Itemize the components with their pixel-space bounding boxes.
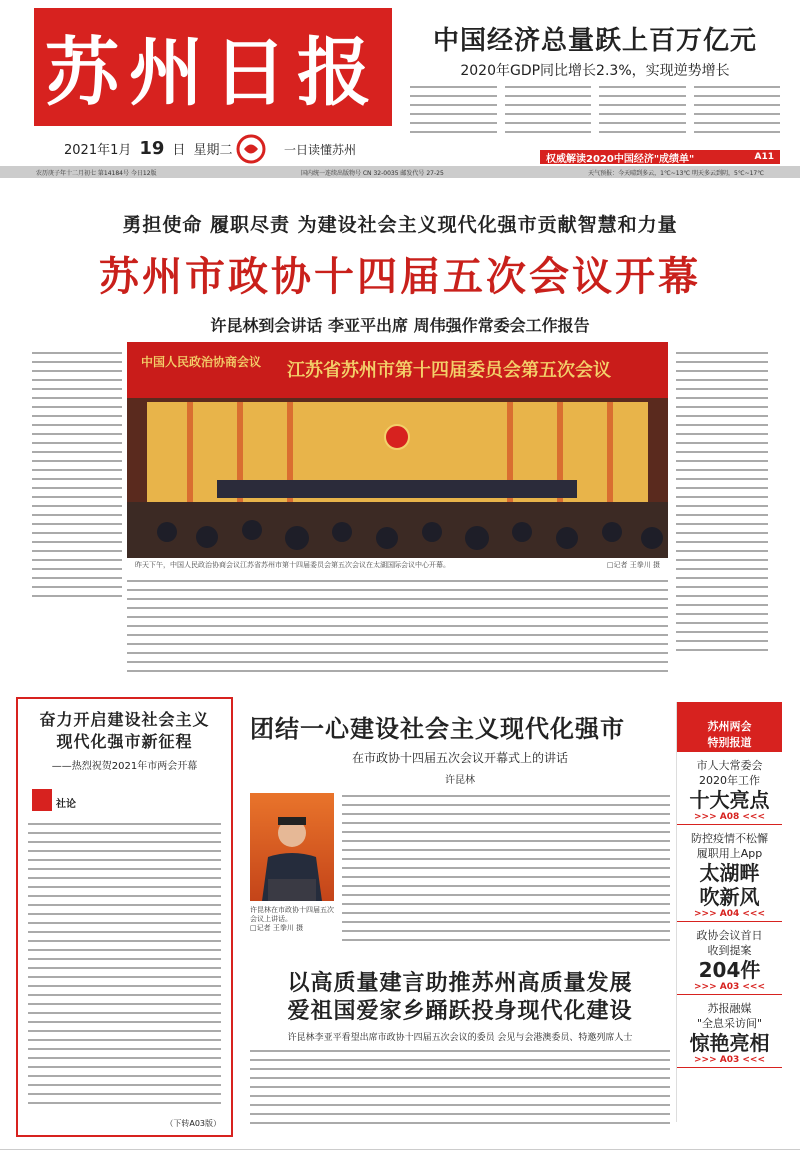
article-column-right <box>676 352 768 672</box>
photo-caption <box>135 560 660 570</box>
editorial-title-line1: 奋力开启建设社会主义 <box>39 710 210 729</box>
top-headline[interactable]: 中国经济总量跃上百万亿元 <box>432 26 757 56</box>
banner-left-text: 中国人民政治协商会议 <box>141 355 262 369</box>
info-mid: 国内统一连续出版物号 CN 32-0035 邮发代号 27-25 <box>300 169 444 177</box>
date-month: 2021年1月 <box>64 143 132 158</box>
sidebar-header-line1: 苏州两会 <box>707 720 752 733</box>
speech-body <box>342 795 670 955</box>
sidebar-item-summary: 苏报融媒 "全息采访间" <box>696 1002 763 1030</box>
editorial-subtitle: ——热烈祝贺2021年市两会开幕 <box>51 761 198 772</box>
top-story-columns <box>410 86 780 146</box>
article-column-left <box>32 352 122 612</box>
story3-headline-line2: 爱祖国爱家乡踊跃投身现代化建设 <box>287 999 633 1024</box>
conference-photo[interactable] <box>127 342 668 558</box>
info-right: 天气预报：今天晴到多云，1℃~13℃ 明天多云到阴，5℃~17℃ <box>588 169 764 177</box>
top-subheadline: 2020年GDP同比增长2.3%，实现逆势增长 <box>460 63 730 79</box>
story3-body <box>250 1050 670 1140</box>
main-deck: 许昆林到会讲话 李亚平出席 周伟强作常委会工作报告 <box>210 316 590 335</box>
special-report-page: A11 <box>754 152 774 162</box>
speaker-portrait[interactable] <box>250 793 334 901</box>
portrait-caption-text: 许昆林在市政协十四届五次会议上讲话。 <box>250 906 334 923</box>
logo-text: 苏州日报 <box>45 30 381 116</box>
special-report-label: 权威解读2020中国经济"成绩单" <box>546 153 695 165</box>
sidebar-item-page-link[interactable]: >>> A03 <<< <box>677 1055 782 1068</box>
date-line <box>64 138 232 159</box>
weekday: 星期二 <box>193 143 233 158</box>
sidebar-item[interactable] <box>677 1001 782 1068</box>
special-report-sidebar <box>676 702 782 1122</box>
masthead <box>20 8 780 168</box>
speech-headline[interactable]: 团结一心建设社会主义现代化强市 <box>250 715 625 743</box>
date-day: 19 <box>139 138 165 159</box>
speaker-illustration <box>250 793 334 901</box>
speech-author: 许昆林 <box>445 775 475 786</box>
portrait-credit: □记者 王拳川 摄 <box>250 924 304 932</box>
editorial-label: 社论 <box>56 799 76 810</box>
article-body-lower <box>127 580 668 680</box>
story3-subheadline: 许昆林李亚平看望出席市政协十四届五次会议的委员 会见与会港澳委员、特邀列席人士 <box>287 1033 633 1043</box>
sidebar-item[interactable] <box>677 758 782 825</box>
sidebar-item-summary: 市人大常委会 2020年工作 <box>696 759 763 787</box>
editorial-continued: （下转A03版） <box>165 1119 221 1128</box>
newspaper-logo[interactable] <box>34 8 392 126</box>
editorial-body <box>28 823 221 1113</box>
sidebar-item-summary: 政协会议首日 收到提案 <box>696 929 763 957</box>
photo-caption-text: 昨天下午，中国人民政治协商会议江苏省苏州市第十四届委员会第五次会议在太湖国际会议中心开幕。 <box>135 561 450 569</box>
photo-credit: □记者 王拳川 摄 <box>606 561 660 569</box>
emblem-icon <box>236 134 266 164</box>
sidebar-item-page-link[interactable]: >>> A08 <<< <box>677 812 782 825</box>
sidebar-item-summary: 防控疫情不松懈 履职用上App <box>691 832 768 860</box>
footer-bar <box>0 1149 800 1161</box>
conference-illustration <box>127 342 668 558</box>
story3-headline[interactable] <box>250 970 670 1026</box>
date-suffix: 日 <box>172 143 186 158</box>
sidebar-header-line2: 特别报道 <box>707 736 752 749</box>
sidebar-item[interactable] <box>677 928 782 995</box>
sidebar-item-headline: 十大亮点 <box>689 788 770 812</box>
editorial-marker-icon <box>32 789 52 811</box>
special-report-link[interactable] <box>540 150 780 164</box>
info-left: 农历庚子年十二月初七 第14184号 今日12版 <box>36 169 157 177</box>
slogan: 一日读懂苏州 <box>284 143 357 157</box>
banner-right-text: 江苏省苏州市第十四届委员会第五次会议 <box>287 360 611 381</box>
story3-headline-line1: 以高质量建言助推苏州高质量发展 <box>287 971 633 996</box>
portrait-caption <box>250 906 340 933</box>
main-kicker: 勇担使命 履职尽责 为建设社会主义现代化强市贡献智慧和力量 <box>122 214 678 236</box>
main-headline[interactable]: 苏州市政协十四届五次会议开幕 <box>99 253 701 300</box>
sidebar-item-headline: 204件 <box>698 958 761 982</box>
sidebar-item-page-link[interactable]: >>> A03 <<< <box>677 982 782 995</box>
editorial-box[interactable] <box>16 697 233 1137</box>
sidebar-item-headline: 惊艳亮相 <box>689 1031 770 1055</box>
editorial-title-line2: 现代化强市新征程 <box>56 732 193 751</box>
sidebar-item-page-link[interactable]: >>> A04 <<< <box>677 909 782 922</box>
sidebar-item-headline: 太湖畔 吹新风 <box>699 861 760 909</box>
info-bar <box>0 166 800 178</box>
speech-subheadline: 在市政协十四届五次会议开幕式上的讲话 <box>351 751 568 765</box>
sidebar-header <box>677 702 782 752</box>
editorial-title <box>24 709 225 753</box>
sidebar-item[interactable] <box>677 831 782 922</box>
